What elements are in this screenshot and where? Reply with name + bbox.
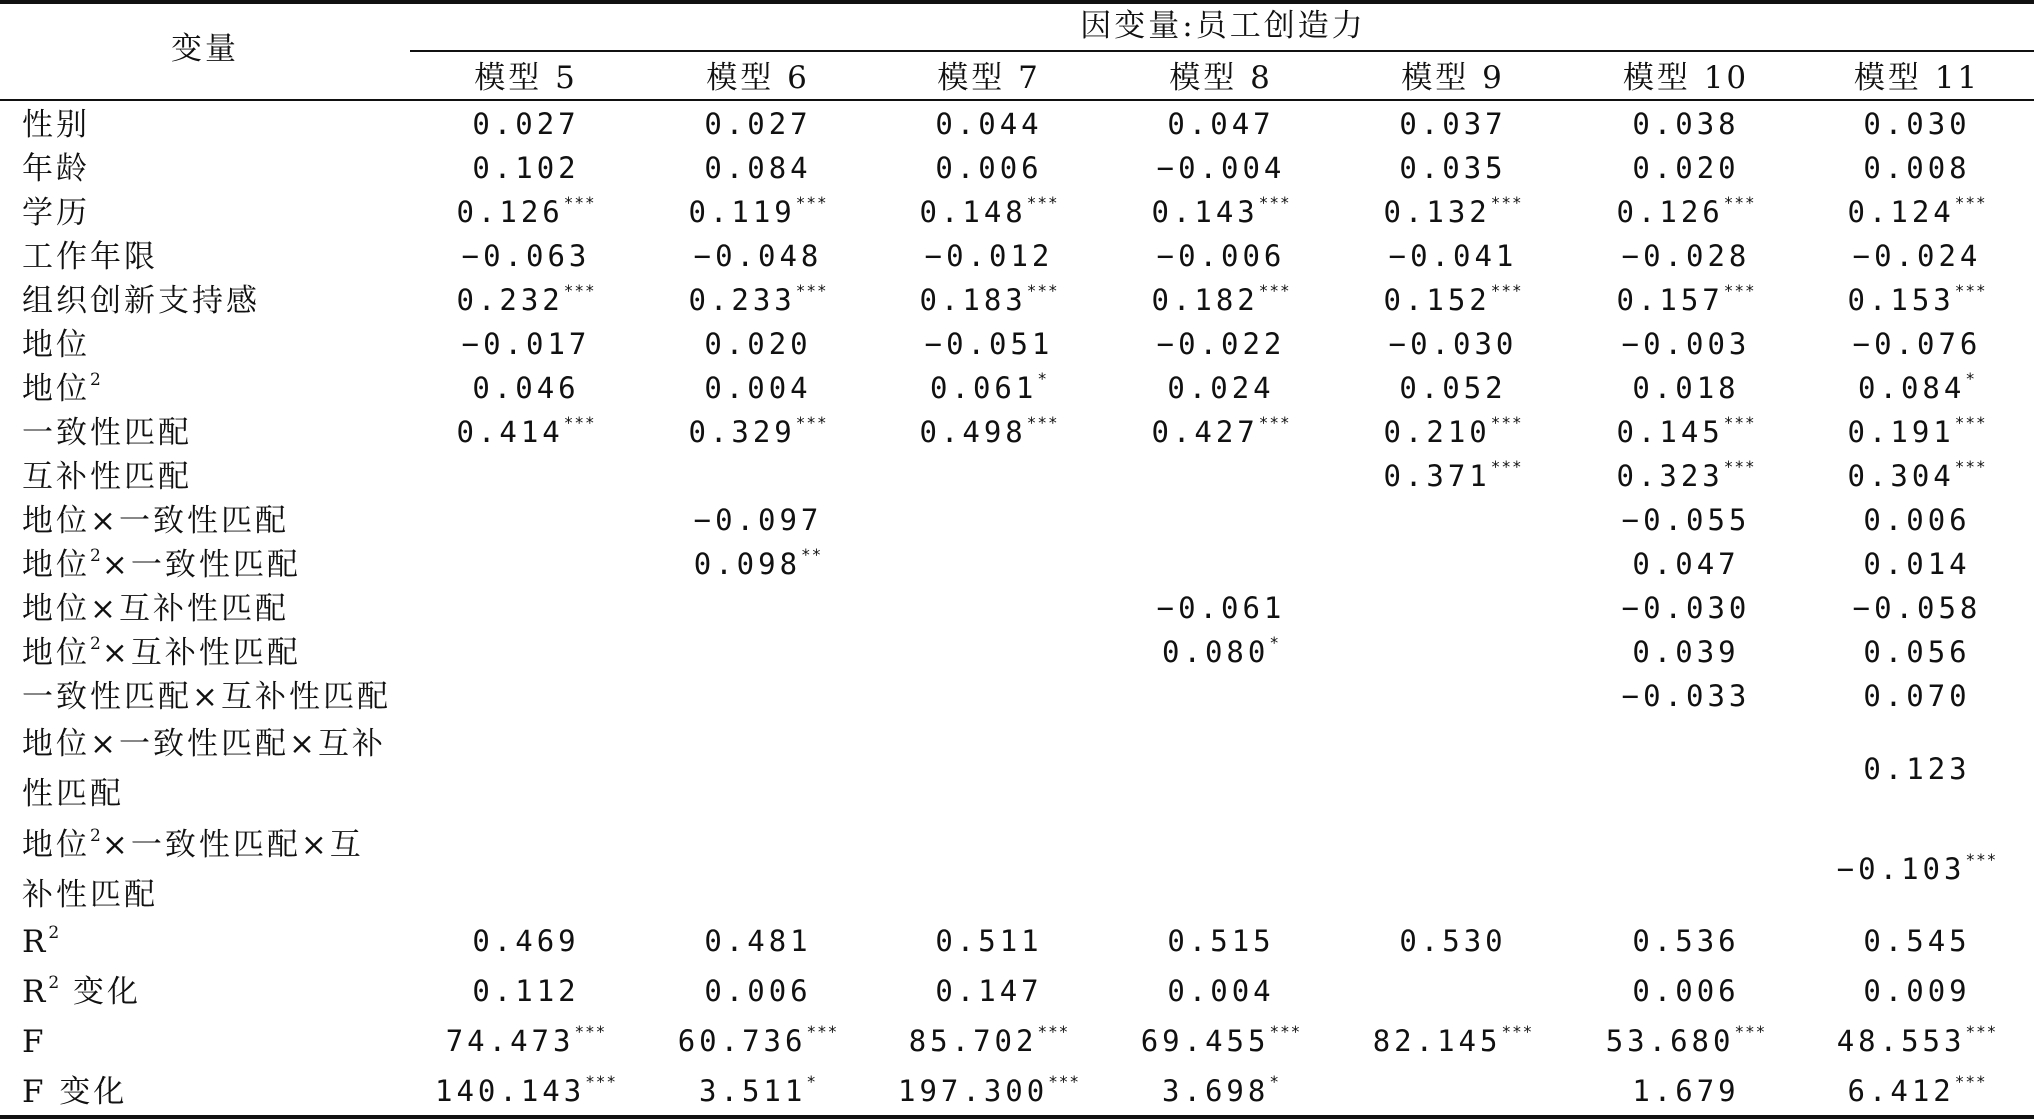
- table-cell: 0.515: [1167, 924, 1275, 958]
- table-cell: 0.112: [472, 974, 580, 1008]
- significance-stars: ***: [1258, 413, 1291, 433]
- row-label: $R^2$ 变化: [22, 972, 142, 1010]
- table-cell: 0.008: [1863, 151, 1971, 185]
- table-cell: −0.048: [693, 239, 823, 273]
- significance-stars: ***: [795, 193, 828, 213]
- significance-stars: ***: [1954, 457, 1987, 477]
- row-label: 工作年限: [22, 239, 158, 275]
- significance-stars: ***: [1723, 193, 1756, 213]
- significance-stars: ***: [1026, 281, 1059, 301]
- dependent-variable-header: 因变量:员工创造力: [1080, 8, 1366, 44]
- row-label-continued: 性匹配: [22, 776, 124, 812]
- superscript: 2: [90, 825, 102, 846]
- significance-stars: ***: [795, 413, 828, 433]
- significance-stars: *: [1965, 369, 1976, 389]
- model-header-6: 模型 6: [706, 60, 810, 96]
- significance-stars: *: [1269, 633, 1280, 653]
- table-cell: 0.004: [1167, 974, 1275, 1008]
- table-cell: 0.027: [704, 107, 812, 141]
- significance-stars: ***: [1490, 193, 1523, 213]
- significance-stars: *: [1037, 369, 1048, 389]
- table-cell: 0.126***: [456, 193, 596, 229]
- significance-stars: ***: [585, 1072, 618, 1092]
- table-cell: 0.233***: [688, 281, 828, 317]
- table-cell: 0.323***: [1616, 457, 1756, 493]
- table-cell: 69.455***: [1140, 1022, 1302, 1058]
- table-cell: 0.047: [1632, 547, 1740, 581]
- table-cell: 0.006: [935, 151, 1043, 185]
- table-cell: 0.147: [935, 974, 1043, 1008]
- row-label: 一致性匹配: [22, 415, 192, 451]
- table-cell: −0.061: [1156, 591, 1286, 625]
- table-cell: −0.003: [1621, 327, 1751, 361]
- table-cell: 0.004: [704, 371, 812, 405]
- bottom-rule: [0, 1115, 2034, 1119]
- table-cell: 0.052: [1399, 371, 1507, 405]
- significance-stars: ***: [1723, 413, 1756, 433]
- row-label: 地位×一致性匹配: [22, 503, 289, 539]
- table-cell: 0.006: [1863, 503, 1971, 537]
- table-cell: 0.061*: [930, 369, 1048, 405]
- table-cell: 0.329***: [688, 413, 828, 449]
- model-header-11: 模型 11: [1853, 60, 1981, 96]
- significance-stars: ***: [563, 193, 596, 213]
- row-label: F 变化: [22, 1074, 128, 1110]
- significance-stars: *: [1269, 1072, 1280, 1092]
- model-header-5: 模型 5: [474, 60, 578, 96]
- table-cell: −0.004: [1156, 151, 1286, 185]
- row-label: 地位$^2$×一致性匹配: [22, 545, 301, 583]
- table-cell: −0.012: [924, 239, 1054, 273]
- table-cell: −0.017: [461, 327, 591, 361]
- table-cell: −0.024: [1852, 239, 1982, 273]
- table-cell: 48.553***: [1836, 1022, 1998, 1058]
- table-cell: 1.679: [1632, 1074, 1740, 1108]
- table-cell: 0.030: [1863, 107, 1971, 141]
- row-label: 地位$^2$: [22, 369, 102, 407]
- significance-stars: ***: [1954, 413, 1987, 433]
- table-cell: 0.027: [472, 107, 580, 141]
- table-cell: −0.055: [1621, 503, 1751, 537]
- table-cell: 0.039: [1632, 635, 1740, 669]
- table-cell: −0.033: [1621, 679, 1751, 713]
- table-cell: 0.044: [935, 107, 1043, 141]
- row-label: 地位$^2$×一致性匹配×互: [22, 825, 364, 863]
- table-cell: 0.046: [472, 371, 580, 405]
- table-cell: 0.006: [704, 974, 812, 1008]
- table-cell: 0.153***: [1847, 281, 1987, 317]
- table-cell: 0.427***: [1151, 413, 1291, 449]
- significance-stars: ***: [1269, 1022, 1302, 1042]
- row-label: F: [22, 1024, 47, 1060]
- table-cell: −0.076: [1852, 327, 1982, 361]
- row-label: 地位$^2$×互补性匹配: [22, 633, 301, 671]
- significance-stars: ***: [1026, 193, 1059, 213]
- table-cell: 0.152***: [1383, 281, 1523, 317]
- header-rule: [0, 99, 2034, 101]
- row-label-continued: 补性匹配: [22, 877, 158, 913]
- table-cell: 0.123: [1863, 752, 1971, 786]
- significance-stars: ***: [806, 1022, 839, 1042]
- table-cell: 0.371***: [1383, 457, 1523, 493]
- significance-stars: ***: [1490, 457, 1523, 477]
- significance-stars: ***: [1965, 850, 1998, 870]
- significance-stars: ***: [1723, 281, 1756, 301]
- table-cell: 0.124***: [1847, 193, 1987, 229]
- significance-stars: ***: [1490, 281, 1523, 301]
- significance-stars: ***: [1026, 413, 1059, 433]
- row-label: 性别: [22, 107, 90, 143]
- table-cell: 0.148***: [919, 193, 1059, 229]
- table-cell: 0.210***: [1383, 413, 1523, 449]
- table-cell: 0.024: [1167, 371, 1275, 405]
- table-cell: 0.183***: [919, 281, 1059, 317]
- table-cell: 0.536: [1632, 924, 1740, 958]
- table-cell: 0.511: [935, 924, 1043, 958]
- significance-stars: **: [801, 545, 823, 565]
- table-cell: 0.143***: [1151, 193, 1291, 229]
- superscript: 2: [90, 633, 102, 654]
- table-cell: 0.498***: [919, 413, 1059, 449]
- table-cell: 0.056: [1863, 635, 1971, 669]
- row-label: 地位×一致性匹配×互补: [22, 726, 386, 762]
- significance-stars: ***: [1258, 193, 1291, 213]
- table-cell: 0.182***: [1151, 281, 1291, 317]
- table-cell: 0.037: [1399, 107, 1507, 141]
- table-cell: 0.006: [1632, 974, 1740, 1008]
- table-cell: 0.098**: [693, 545, 823, 581]
- table-cell: 85.702***: [908, 1022, 1070, 1058]
- top-rule: [0, 0, 2034, 4]
- table-cell: −0.030: [1621, 591, 1751, 625]
- table-cell: 0.545: [1863, 924, 1971, 958]
- model-header-10: 模型 10: [1622, 60, 1750, 96]
- row-label: 地位×互补性匹配: [22, 591, 289, 627]
- table-cell: 0.018: [1632, 371, 1740, 405]
- table-cell: 0.038: [1632, 107, 1740, 141]
- row-label: 互补性匹配: [22, 459, 192, 495]
- table-cell: 0.047: [1167, 107, 1275, 141]
- table-cell: 0.084: [704, 151, 812, 185]
- significance-stars: ***: [1048, 1072, 1081, 1092]
- table-cell: 0.119***: [688, 193, 828, 229]
- significance-stars: ***: [1954, 1072, 1987, 1092]
- significance-stars: ***: [1965, 1022, 1998, 1042]
- significance-stars: ***: [1723, 457, 1756, 477]
- table-cell: 0.020: [704, 327, 812, 361]
- table-cell: 0.157***: [1616, 281, 1756, 317]
- table-cell: 0.232***: [456, 281, 596, 317]
- table-cell: 0.070: [1863, 679, 1971, 713]
- table-cell: 0.132***: [1383, 193, 1523, 229]
- table-cell: 0.191***: [1847, 413, 1987, 449]
- table-cell: −0.006: [1156, 239, 1286, 273]
- row-label: 年龄: [22, 151, 90, 187]
- table-cell: 0.530: [1399, 924, 1507, 958]
- significance-stars: ***: [1954, 281, 1987, 301]
- table-cell: 6.412***: [1847, 1072, 1987, 1108]
- table-cell: 0.035: [1399, 151, 1507, 185]
- table-cell: 0.145***: [1616, 413, 1756, 449]
- superscript: 2: [48, 922, 61, 943]
- significance-stars: *: [806, 1072, 817, 1092]
- header-subrule: [410, 50, 2034, 52]
- table-cell: 0.126***: [1616, 193, 1756, 229]
- model-header-7: 模型 7: [937, 60, 1041, 96]
- model-header-8: 模型 8: [1169, 60, 1273, 96]
- table-cell: 0.080*: [1162, 633, 1280, 669]
- table-cell: −0.063: [461, 239, 591, 273]
- table-cell: −0.022: [1156, 327, 1286, 361]
- table-cell: −0.103***: [1836, 850, 1998, 886]
- row-label: $R^2$: [22, 922, 61, 960]
- significance-stars: ***: [1037, 1022, 1070, 1042]
- table-cell: 0.469: [472, 924, 580, 958]
- table-cell: 82.145***: [1372, 1022, 1534, 1058]
- table-cell: 0.414***: [456, 413, 596, 449]
- table-cell: 53.680***: [1605, 1022, 1767, 1058]
- significance-stars: ***: [563, 413, 596, 433]
- superscript: 2: [48, 972, 61, 993]
- table-cell: 0.009: [1863, 974, 1971, 1008]
- table-cell: −0.058: [1852, 591, 1982, 625]
- significance-stars: ***: [795, 281, 828, 301]
- table-cell: −0.097: [693, 503, 823, 537]
- significance-stars: ***: [1501, 1022, 1534, 1042]
- table-cell: 3.511*: [699, 1072, 817, 1108]
- table-cell: 0.481: [704, 924, 812, 958]
- significance-stars: ***: [1490, 413, 1523, 433]
- table-cell: −0.041: [1388, 239, 1518, 273]
- table-cell: 60.736***: [677, 1022, 839, 1058]
- significance-stars: ***: [1258, 281, 1291, 301]
- table-cell: 140.143***: [434, 1072, 618, 1108]
- table-cell: −0.030: [1388, 327, 1518, 361]
- table-cell: 0.020: [1632, 151, 1740, 185]
- row-label: 地位: [22, 327, 90, 363]
- model-header-9: 模型 9: [1401, 60, 1505, 96]
- row-label: 一致性匹配×互补性匹配: [22, 679, 391, 715]
- significance-stars: ***: [574, 1022, 607, 1042]
- table-cell: −0.051: [924, 327, 1054, 361]
- superscript: 2: [90, 545, 102, 566]
- table-cell: 74.473***: [445, 1022, 607, 1058]
- table-cell: 0.304***: [1847, 457, 1987, 493]
- table-cell: 197.300***: [897, 1072, 1081, 1108]
- significance-stars: ***: [1734, 1022, 1767, 1042]
- variable-column-header: 变量: [171, 31, 239, 67]
- superscript: 2: [90, 369, 102, 390]
- table-cell: 3.698*: [1162, 1072, 1280, 1108]
- row-label: 学历: [22, 195, 90, 231]
- row-label: 组织创新支持感: [22, 283, 260, 319]
- table-cell: 0.084*: [1858, 369, 1976, 405]
- significance-stars: ***: [563, 281, 596, 301]
- table-cell: −0.028: [1621, 239, 1751, 273]
- table-cell: 0.014: [1863, 547, 1971, 581]
- table-cell: 0.102: [472, 151, 580, 185]
- significance-stars: ***: [1954, 193, 1987, 213]
